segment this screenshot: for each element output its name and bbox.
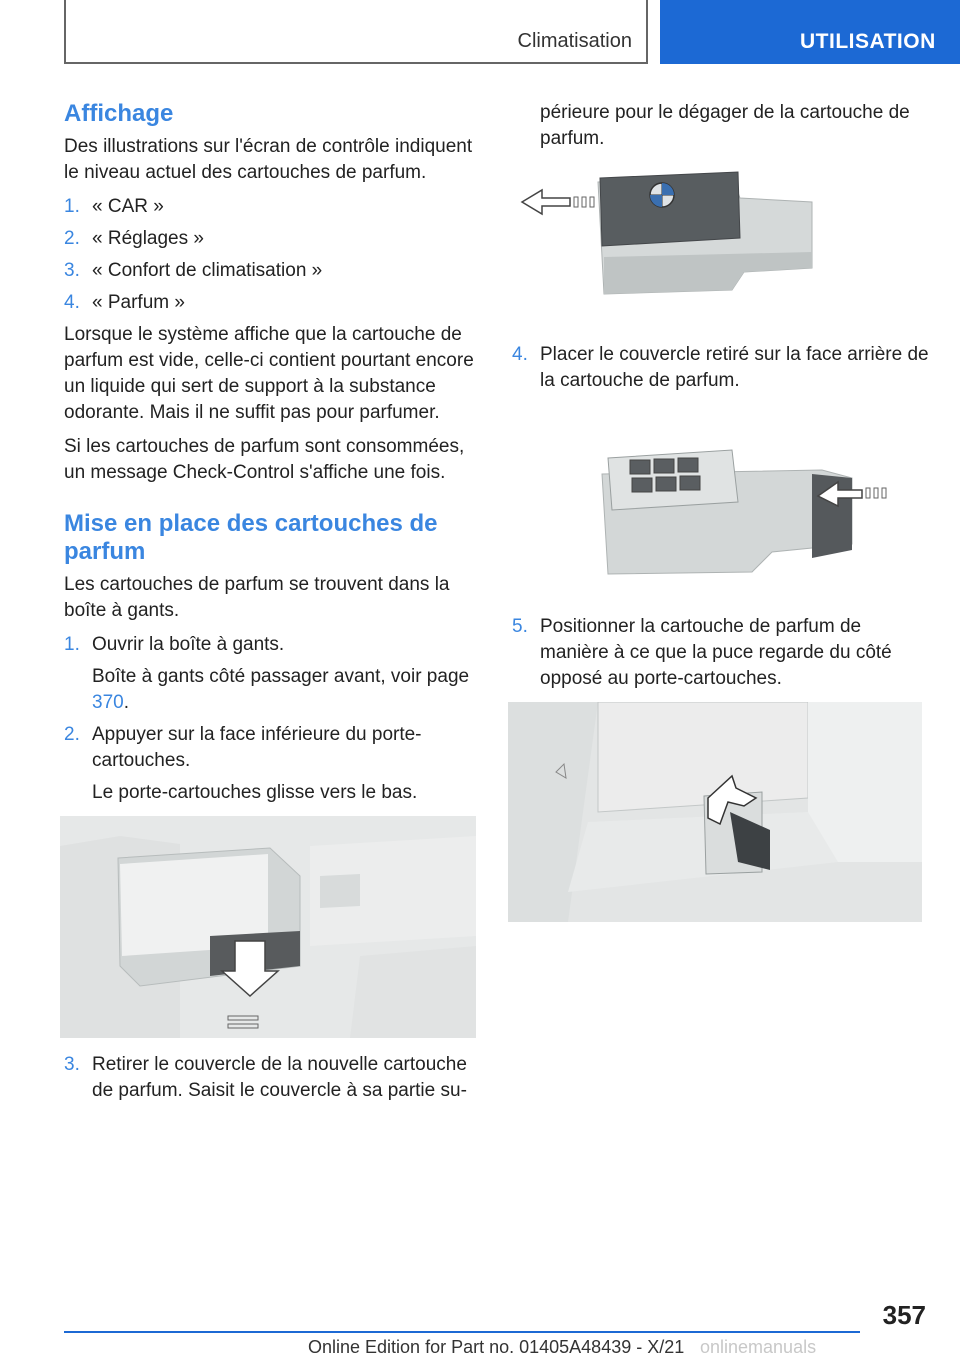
list-text: « Confort de climatisation » [92, 260, 323, 281]
step-text: Appuyer sur la face inférieure du porte-cartouches. [92, 724, 422, 771]
step-subtext-pre: Boîte à gants côté passager avant, voir page [92, 666, 470, 687]
step-item [64, 722, 480, 774]
step3-continuation: périeure pour le dégager de la cartouche de parfum. [540, 102, 910, 149]
step-number: 1. [64, 634, 80, 655]
list-item [64, 258, 480, 284]
header-box [64, 0, 648, 64]
list-item [64, 226, 480, 252]
step-number: 4. [512, 344, 528, 365]
list-text: « CAR » [92, 196, 164, 217]
illustration-place-lid [512, 434, 932, 584]
list-number: 1. [64, 196, 80, 217]
illustration-remove-lid [512, 162, 932, 312]
step-item [64, 632, 480, 658]
page-number: 357 [882, 1300, 926, 1330]
header-section-title: Climatisation [517, 30, 632, 52]
list-item [64, 194, 480, 220]
paragraph-intro: Des illustrations sur l'écran de contrôle indiquent le niveau actuel des cartouches de parfum. [64, 136, 473, 183]
step-subtext [64, 664, 480, 716]
step-text: Retirer le couvercle de la nouvelle cartouche de parfum. Saisit le couvercle à sa partie su- [92, 1054, 467, 1101]
footer-watermark: onlinemanuals [700, 1337, 817, 1357]
step-subtext-post: . [123, 692, 129, 713]
paragraph-check-control: Si les cartouches de parfum sont consommées, un message Check-Control s'affiche une fois. [64, 436, 465, 483]
list-item [64, 290, 480, 316]
illustration-glovebox-holder [60, 816, 480, 1038]
header-chapter-tab: UTILISATION [660, 0, 960, 64]
list-text: « Réglages » [92, 228, 204, 249]
page-link[interactable]: 370 [92, 692, 124, 713]
step-number: 2. [64, 724, 80, 745]
step-number: 5. [512, 616, 528, 637]
list-number: 4. [64, 292, 80, 313]
list-text: « Parfum » [92, 292, 185, 313]
step-text: Placer le couvercle retiré sur la face arrière de la cartouche de parfum. [540, 344, 929, 391]
paragraph-empty-cartridge: Lorsque le système affiche que la cartouche de parfum est vide, celle-ci contient pourtant encore un liquide qui sert de support à la substance odorante. Mais il ne suffit pas pour parfumer. [64, 324, 474, 423]
list-number: 2. [64, 228, 80, 249]
step-item [64, 1052, 480, 1104]
footer-edition: Online Edition for Part no. 01405A48439 - X/21 [308, 1337, 685, 1357]
step-text: Ouvrir la boîte à gants. [92, 634, 285, 655]
left-column [64, 100, 480, 1110]
step-number: 3. [64, 1054, 80, 1075]
list-number: 3. [64, 260, 80, 281]
step-text: Positionner la cartouche de parfum de manière à ce que la puce regarde du côté opposé au porte-cartouches. [540, 616, 892, 689]
step-item [512, 342, 932, 394]
heading-affichage: Affichage [64, 100, 174, 127]
step-item [512, 614, 932, 692]
step-subtext: Le porte-cartouches glisse vers le bas. [92, 782, 418, 803]
right-column [512, 100, 932, 936]
paragraph-location: Les cartouches de parfum se trouvent dans la boîte à gants. [64, 574, 450, 621]
heading-insert-cartridges: Mise en place des cartouches de parfum [64, 510, 438, 565]
illustration-position-cartridge [508, 702, 932, 922]
footer-rule [64, 1331, 860, 1333]
